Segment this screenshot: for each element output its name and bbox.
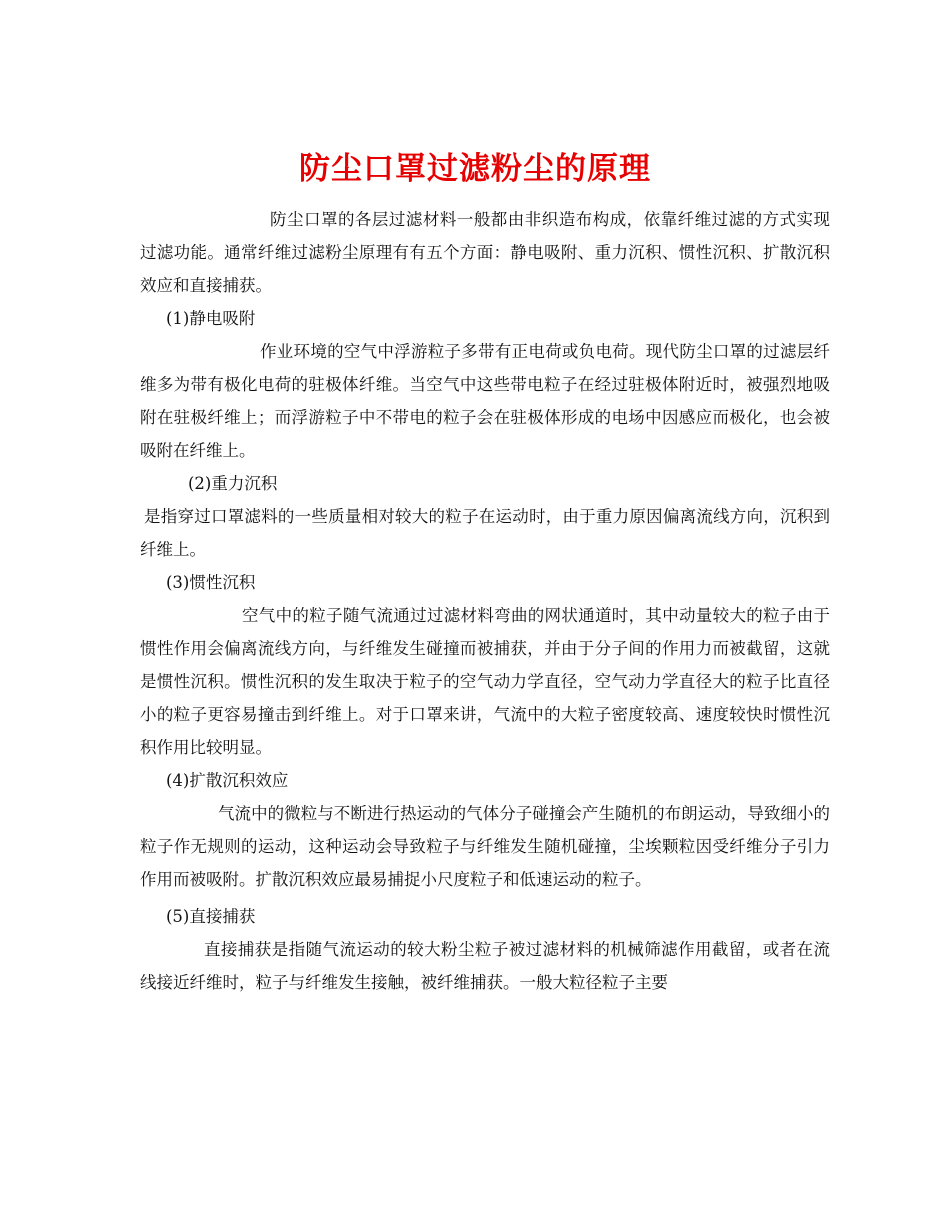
section-heading-gravity: (2)重力沉积: [188, 474, 278, 493]
section-heading-electrostatic: (1)静电吸附: [166, 309, 256, 328]
section-heading-interception: (5)直接捕获: [166, 907, 256, 926]
section-text-electrostatic: 作业环境的空气中浮游粒子多带有正电荷或负电荷。现代防尘口罩的过滤层纤维多为带有极化电荷的驻极体纤维。当空气中这些带电粒子在经过驻极体附近时，被强烈地吸附在驻极纤维上；而浮游粒子中不带电的粒子会在驻极体形成的电场中因感应而极化，也会被吸附在纤维上。: [140, 342, 830, 460]
document-title: 防尘口罩过滤粉尘的原理: [299, 150, 651, 187]
section-heading-inertial: (3)惯性沉积: [166, 573, 256, 592]
document-body: [140, 203, 830, 999]
intro-paragraph: 防尘口罩的各层过滤材料一般都由非织造布构成，依靠纤维过滤的方式实现过滤功能。通常纤维过滤粉尘原理有有五个方面：静电吸附、重力沉积、惯性沉积、扩散沉积效应和直接捕获。: [140, 210, 830, 295]
section-text-diffusion: 气流中的微粒与不断进行热运动的气体分子碰撞会产生随机的布朗运动，导致细小的粒子作无规则的运动，这种运动会导致粒子与纤维发生随机碰撞，尘埃颗粒因受纤维分子引力作用而被吸附。扩散沉积效应最易捕捉小尺度粒子和低速运动的粒子。: [140, 804, 830, 889]
section-heading-diffusion: (4)扩散沉积效应: [166, 771, 289, 790]
section-text-interception: 直接捕获是指随气流运动的较大粉尘粒子被过滤材料的机械筛滤作用截留，或者在流线接近纤维时，粒子与纤维发生接触，被纤维捕获。一般大粒径粒子主要: [140, 940, 830, 992]
section-text-inertial: 空气中的粒子随气流通过过滤材料弯曲的网状通道时，其中动量较大的粒子由于惯性作用会偏离流线方向，与纤维发生碰撞而被捕获，并由于分子间的作用力而被截留，这就是惯性沉积。惯性沉积的发生取决于粒子的空气动力学直径，空气动力学直径大的粒子比直径小的粒子更容易撞击到纤维上。对于口罩来讲，气流中的大粒子密度较高、速度较快时惯性沉积作用比较明显。: [140, 606, 830, 757]
section-text-gravity: 是指穿过口罩滤料的一些质量相对较大的粒子在运动时，由于重力原因偏离流线方向，沉积到纤维上。: [140, 507, 830, 559]
